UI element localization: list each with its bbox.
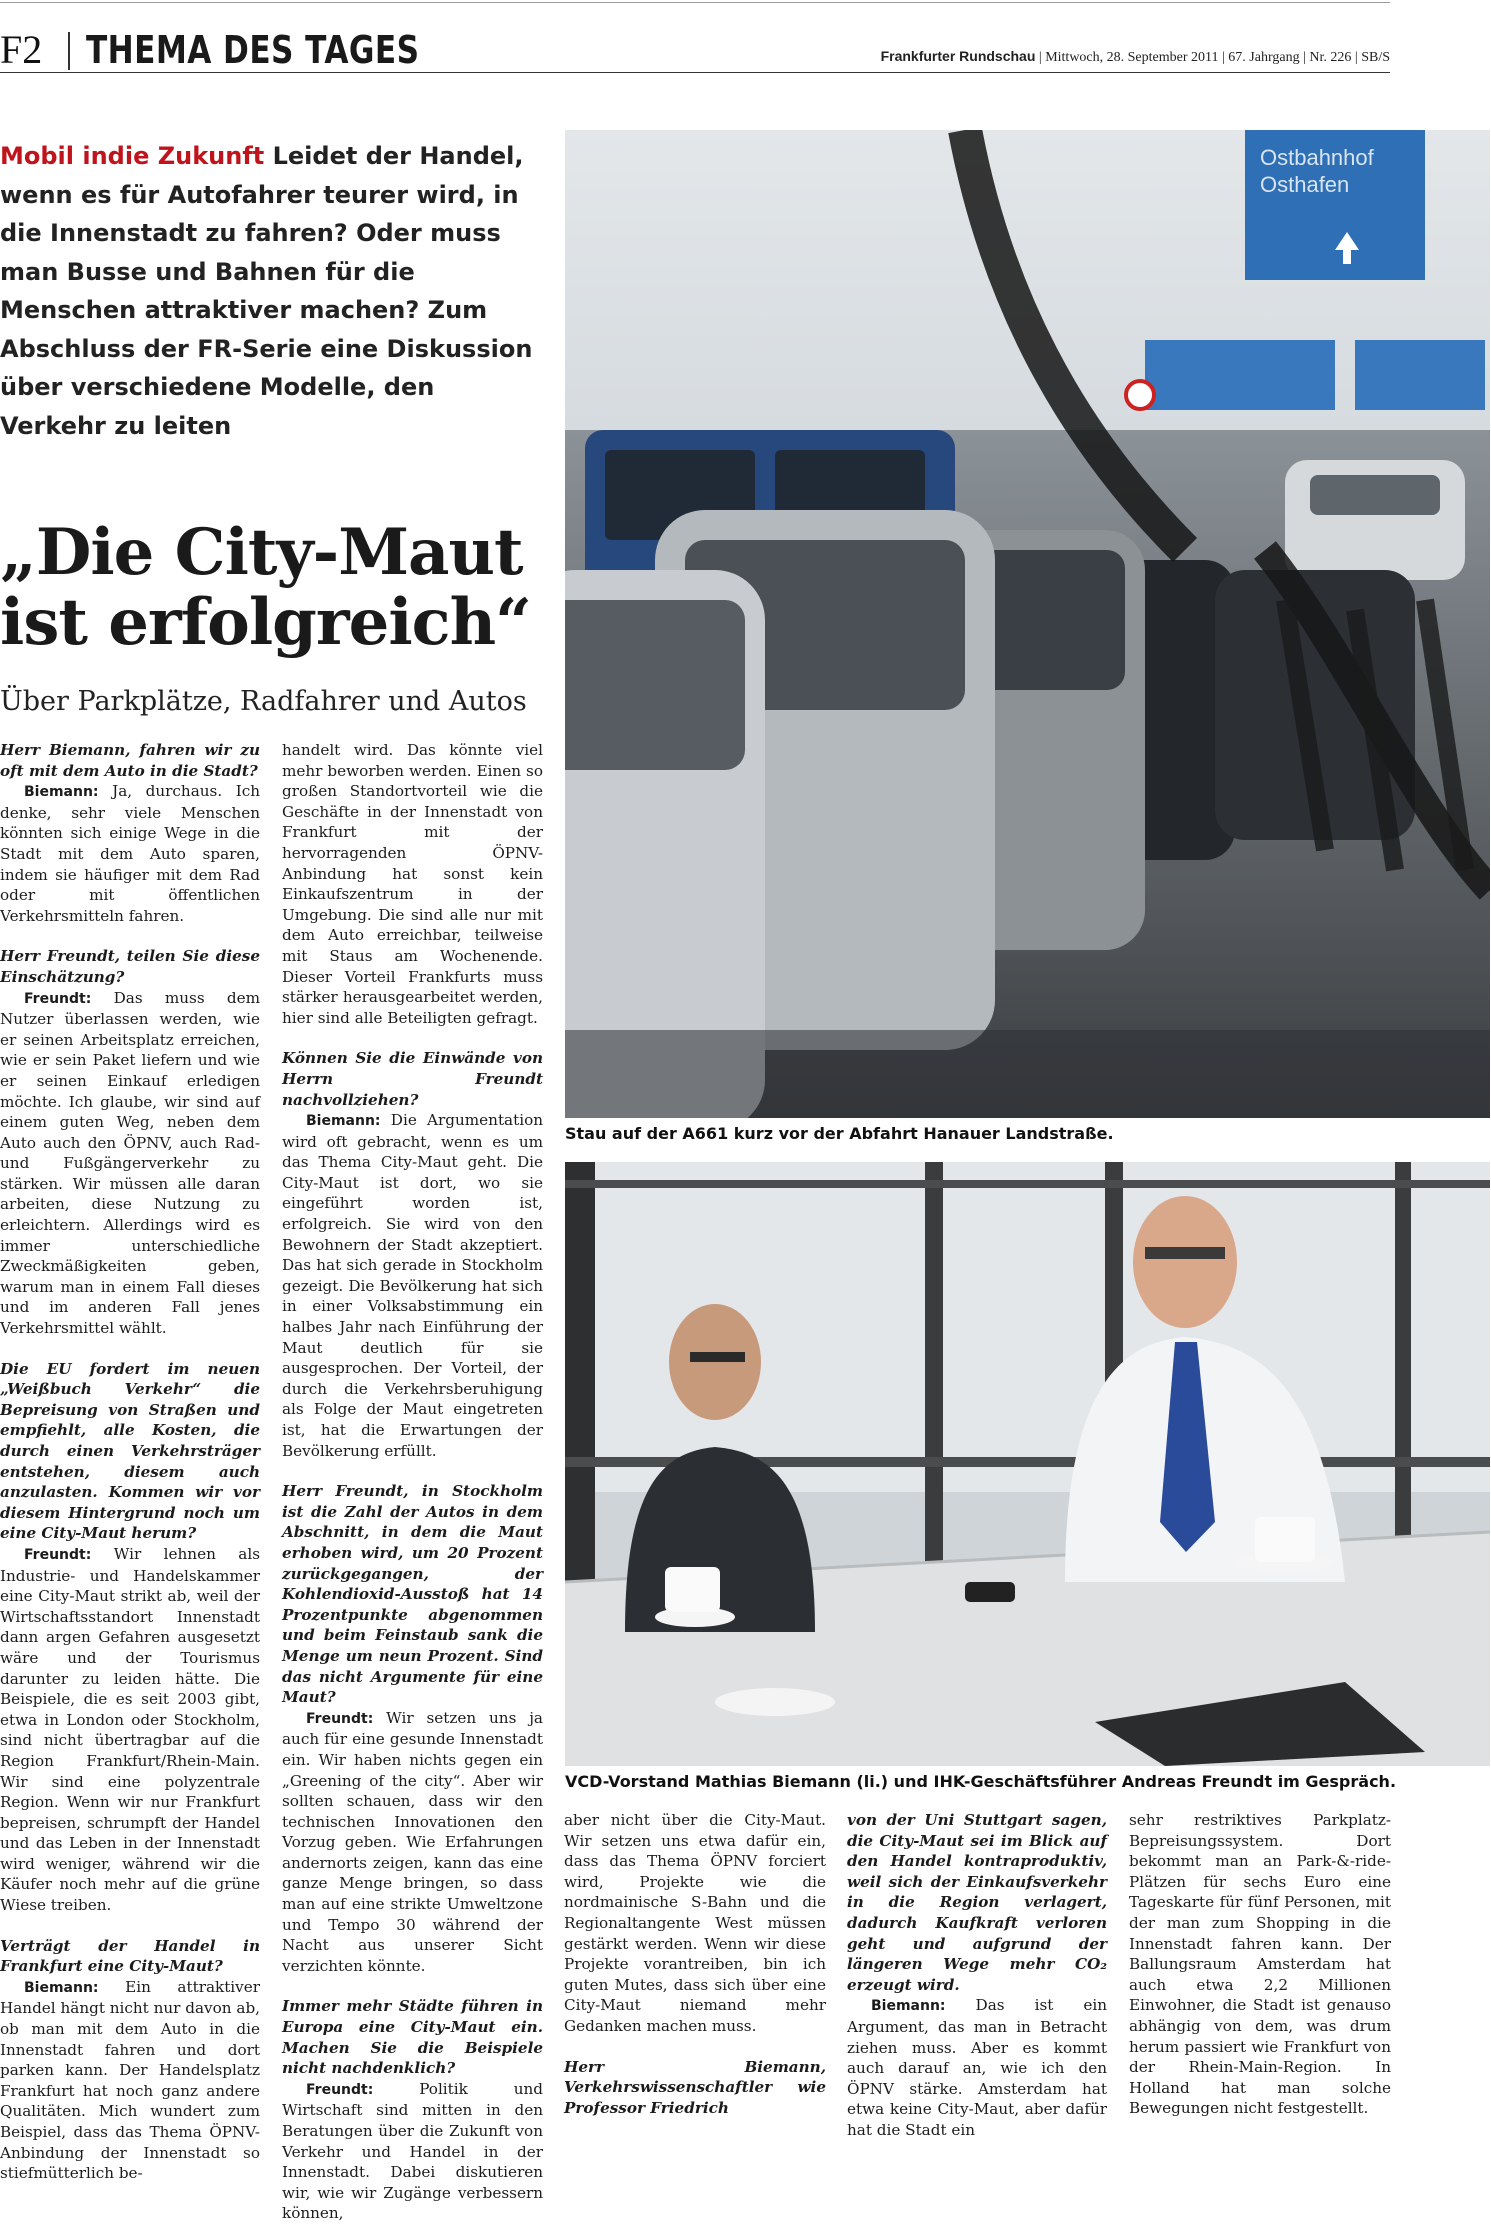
- teaser-text: Leidet der Handel, wenn es für Autofahrer teurer wird, in die Innenstadt zu fahren? Oder muss man Busse und Bahnen für die Menschen attraktiver machen? Zum Abschluss der FR-Serie eine Diskussion über verschiedene Modelle, den Verkehr zu leiten: [0, 142, 533, 440]
- interview-question: Herr Freundt, teilen Sie diese Einschätzung?: [0, 947, 260, 986]
- interview-question: Herr Freundt, in Stockholm ist die Zahl der Autos in dem Abschnitt, in dem die Maut erhoben wird, um 20 Prozent zurückgegangen, der Kohlendioxid-Ausstoß hat 14 Prozentpunkte abgenommen und beim Feinstaub sank die Menge um neun Prozent. Sind das nicht Argumente für eine Maut?: [282, 1482, 543, 1707]
- traffic-photo-caption: Stau auf der A661 kurz vor der Abfahrt Hanauer Landstraße.: [565, 1124, 1114, 1143]
- interview-question: Können Sie die Einwände von Herrn Freundt nachvollziehen?: [282, 1049, 543, 1109]
- answer-text: Das muss dem Nutzer überlassen werden, wie er seinen Arbeitsplatz erreichen, wie er sein Paket liefern und wie er seinen Einkauf erledigen möchte. Ich glaube, wir sind auf einem guten Weg, neben dem Auto auch den ÖPNV, auch Rad- und Fußgängerverkehr zu stärken. Wir müssen alle daran arbeiten, diese Nutzung zu erleichtern. Allerdings wird es immer unterschiedliche Zweckmäßigkeiten geben, warum man in einem Fall dieses und im anderen Fall jenes Verkehrsmittel wählt.: [0, 988, 260, 1338]
- interview-answer: [282, 2079, 543, 2224]
- answer-continuation: sehr restriktives Parkplatz-Bepreisungssystem. Dort bekommt man an Park-&-ride-Plätzen für sechs Euro eine Tageskarte für fünf Personen, mit der man zum Shopping in die Innenstadt fahren kann. Der Ballungsraum Amsterdam hat auch etwa 2,2 Millionen Einwohner, die Stadt ist genauso abhängig von dem, was drum herum passiert wie Frankfurt von der Rhein-Main-Region. In Holland hat man solche Bewegungen nicht festgestellt.: [1129, 1811, 1391, 2118]
- answer-continuation: handelt wird. Das könnte viel mehr beworben werden. Einen so großen Standortvorteil wie die Geschäfte in der Innenstadt von Frankfurt mit der hervorragenden ÖPNV-Anbindung hat sonst kein Einkaufszentrum in der Umgebung. Die sind alle nur mit dem Auto erreichbar, teilweise mit Staus am Wochenende. Dieser Vorteil Frankfurts muss stärker herausgearbeitet werden, hier sind alle Beteiligten gefragt.: [282, 741, 543, 1027]
- meeting-photo-caption: VCD-Vorstand Mathias Biemann (li.) und IHK-Geschäftsführer Andreas Freundt im Gespräch.: [565, 1772, 1397, 1791]
- road-sign-line-2: Osthafen: [1260, 172, 1350, 197]
- speaker-label: Biemann:: [24, 1979, 99, 1996]
- interview-answer: [282, 1708, 543, 1977]
- interview-question: Herr Biemann, fahren wir zu oft mit dem Auto in die Stadt?: [0, 741, 260, 780]
- interview-question: Herr Biemann, Verkehrswissenschaftler wie Professor Friedrich: [564, 2057, 826, 2117]
- answer-text: Wir lehnen als Industrie- und Handelskammer eine City-Maut strikt ab, weil der Wirtschaftsstandort Innenstadt dann argen Gefahren ausgesetzt wäre und der Tourismus darunter zu leiden hätte. Die Beispiele, die es seit 2003 gibt, etwa in London oder Stockholm, sind nicht übertragbar auf die Region Frankfurt/Rhein-Main. Wir sind eine polyzentrale Region. Wenn wir nur Frankfurt bepreisen, schrumpft der Handel und das Leben in der Innenstadt wird weniger, während wir die Käufer noch mehr auf die grüne Wiese treiben.: [0, 1544, 260, 1915]
- traffic-photo: [565, 130, 1490, 1118]
- interview-answer: [0, 1544, 260, 1916]
- masthead: [881, 48, 1390, 66]
- interview-answer: [0, 781, 260, 926]
- subhead: Über Parkplätze, Radfahrer und Autos: [0, 686, 527, 717]
- meeting-photo: [565, 1162, 1490, 1766]
- issue-info: | Mittwoch, 28. September 2011 | 67. Jahrgang | Nr. 226 | SB/S: [1035, 50, 1390, 65]
- headline-line-1: „Die City-Maut: [0, 515, 523, 590]
- article-column-4: [847, 1810, 1107, 2141]
- meeting-photo-illustration: [565, 1162, 1490, 1766]
- speaker-label: Freundt:: [24, 1546, 92, 1563]
- interview-answer: [282, 1110, 543, 1461]
- paper-name: Frankfurter Rundschau: [880, 48, 1036, 64]
- headline: [0, 515, 560, 660]
- interview-answer: [847, 1995, 1107, 2140]
- headline-line-2: ist erfolgreich“: [0, 585, 531, 660]
- top-rule: [0, 2, 1390, 3]
- speaker-label: Freundt:: [306, 2081, 374, 2098]
- teaser: [0, 137, 545, 445]
- header-divider: [68, 32, 70, 70]
- teaser-kicker: Mobil indie Zukunft: [0, 142, 265, 170]
- answer-text: Ein attraktiver Handel hängt nicht nur davon ab, ob man mit dem Auto in die Innenstadt fahren und dort parken kann. Der Handelsplatz Frankfurt hat noch ganz andere Qualitäten. Mich wundert zum Beispiel, dass das Thema ÖPNV-Anbindung der Innenstadt so stiefmütterlich be-: [0, 1977, 260, 2183]
- header-rule: [0, 72, 1390, 73]
- answer-text: Die Argumentation wird oft gebracht, wenn es um das Thema City-Maut geht. Die City-Maut ist dort, wo sie eingeführt worden ist, erfolgreich. Sie wird von den Bewohnern der Stadt akzeptiert. Das hat sich gerade in Stockholm gezeigt. Die Bevölkerung hat sich in einer Volksabstimmung ein halbes Jahr nach Einführung der Maut deutlich für sie ausgesprochen. Der Vorteil, der durch die Verkehrsberuhigung als Folge der Maut eingetreten ist, hat die Erwartungen der Bevölkerung erfüllt.: [282, 1111, 543, 1460]
- interview-answer: [0, 988, 260, 1339]
- section-title: THEMA DES TAGES: [86, 28, 420, 72]
- speaker-label: Biemann:: [24, 784, 99, 801]
- article-column-3: [564, 1810, 826, 2118]
- page-header: [0, 28, 1390, 72]
- interview-answer: [0, 1977, 260, 2184]
- interview-question: von der Uni Stuttgart sagen, die City-Maut sei im Blick auf den Handel kontraproduktiv, weil sich der Einkaufsverkehr in die Region verlagert, dadurch Kaufkraft verloren geht und aufgrund der längeren Wege mehr CO₂ erzeugt wird.: [847, 1811, 1107, 1994]
- article-column-5: [1129, 1810, 1391, 2119]
- speaker-label: Freundt:: [24, 990, 92, 1007]
- road-sign-line-1: Ostbahnhof: [1260, 145, 1374, 170]
- answer-text: Wir setzen uns ja auch für eine gesunde Innenstadt ein. Wir haben nichts gegen ein „Greening of the city“. Aber wir sollten schauen, dass wir den technischen Innovationen den Vorzug geben. Wie Erfahrungen andernorts zeigen, kann das eine ganze Menge bringen, so dass man auf eine strikte Umweltzone und Tempo 30 während der Nacht aus unserer Sicht verzichten könnte.: [282, 1708, 543, 1975]
- answer-text: Das ist ein Argument, das man in Betracht ziehen muss. Aber es kommt auch darauf an, wie ich den ÖPNV stärke. Amsterdam hat etwa keine City-Maut, aber dafür hat die Stadt ein: [847, 1996, 1107, 2139]
- answer-text: Ja, durchaus. Ich denke, sehr viele Menschen könnten sich einige Wege in die Stadt mit dem Auto sparen, indem sie häufiger mit dem Rad oder mit öffentlichen Verkehrsmitteln fahren.: [0, 782, 260, 925]
- interview-question: Immer mehr Städte führen in Europa eine City-Maut ein. Machen Sie die Beispiele nicht nachdenklich?: [282, 1997, 543, 2078]
- traffic-photo-illustration: [565, 130, 1490, 1118]
- section-code: F2: [0, 27, 43, 72]
- interview-question: Die EU fordert im neuen „Weißbuch Verkehr“ die Bepreisung von Straßen und empfiehlt, alle Kosten, die durch einen Verkehrsträger entstehen, diesem auch anzulasten. Kommen wir vor diesem Hintergrund noch um eine City-Maut herum?: [0, 1359, 260, 1543]
- answer-text: Politik und Wirtschaft sind mitten in den Beratungen über die Zukunft von Verkehr und Handel in der Innenstadt. Dabei diskutieren wir, wie wir Zugänge verbessern können,: [282, 2079, 543, 2223]
- interview-question: Verträgt der Handel in Frankfurt eine City-Maut?: [0, 1936, 260, 1976]
- speaker-label: Freundt:: [306, 1710, 374, 1727]
- speaker-label: Biemann:: [871, 1998, 946, 2015]
- article-column-2: [282, 740, 543, 2224]
- article-column-1: [0, 740, 260, 2184]
- answer-continuation: aber nicht über die City-Maut. Wir setzen uns etwa dafür ein, dass das Thema ÖPNV forciert wird, Projekte wie die nordmainische S-Bahn und die Regionaltangente West müssen gestärkt werden. Wenn wir diese Projekte vorantreiben, bin ich guten Mutes, dass sich über eine City-Maut niemand mehr Gedanken machen muss.: [564, 1811, 826, 2035]
- speaker-label: Biemann:: [306, 1113, 381, 1130]
